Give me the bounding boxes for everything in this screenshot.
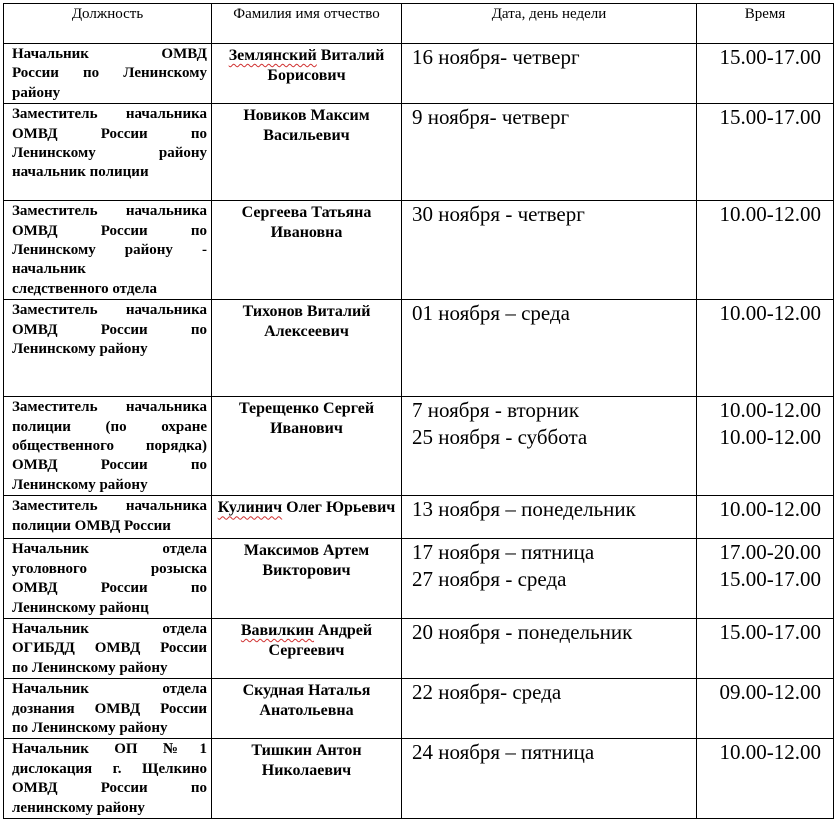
date-entry: 9 ноября- четверг [412,105,570,130]
position-line: Заместитель начальника [12,106,207,123]
time-entry: 10.00-12.00 [719,301,821,326]
given-names: Андрей Сергеевич [268,621,373,659]
position-line: ОМВД России по [12,222,207,239]
position-line: начальник полиции [12,164,149,181]
position-cell [4,618,212,678]
surname: Тишкин [251,742,312,760]
header-position: Должность [4,4,212,44]
surname: Скудная [242,682,305,700]
position-line: району [12,84,61,101]
position-line: Заместитель начальника [12,302,207,319]
time-cell [697,539,834,619]
time-entry: 10.00-12.00 [719,398,821,423]
surname: Терещенко [238,400,319,418]
surname: Тихонов [242,303,303,321]
position-line: Заместитель начальника [12,203,207,220]
time-cell [697,496,834,539]
table-row [4,496,834,539]
position-line: ОМВД России по [12,321,207,338]
date-entry: 24 ноября – пятница [412,740,595,765]
name-cell [212,300,402,397]
surname: Землянский [228,47,317,64]
position-line: полиции ОМВД России [12,517,171,534]
date-entry: 17 ноября – пятница [412,540,595,565]
position-line: дознания ОМВД России [12,700,207,717]
surname: Максимов [243,542,320,560]
name-cell [212,496,402,539]
given-names: Олег Юрьевич [286,499,396,517]
time-entry: 09.00-12.00 [719,680,821,705]
table-row [4,300,834,397]
surname: Кулинич [217,499,283,517]
time-entry: 10.00-12.00 [719,740,821,765]
table-row [4,679,834,739]
position-line: Ленинскому району [12,476,148,493]
position-line: начальник [12,261,86,278]
time-entry: 15.00-17.00 [719,619,821,644]
date-cell [402,300,697,397]
position-cell [4,496,212,539]
date-entry: 20 ноября - понедельник [412,619,633,644]
name-cell [212,679,402,739]
given-names: Татьяна Ивановна [270,204,372,242]
time-cell [697,201,834,300]
surname: Сергеева [241,204,308,222]
time-cell [697,679,834,739]
position-line: ОМВД России по [12,580,207,597]
header-time: Время [697,4,834,44]
position-line: Ленинскому району [12,145,207,162]
position-line: Начальник ОП №1 [12,741,207,758]
date-entry: 01 ноября – среда [412,301,570,326]
given-names: Антон Николаевич [261,742,362,780]
given-names: Максим Васильевич [263,107,370,145]
date-cell [402,397,697,496]
position-cell [4,679,212,739]
table-row [4,397,834,496]
table-row [4,201,834,300]
time-cell [697,44,834,104]
position-line: Ленинскому району [12,341,148,358]
position-line: Заместитель начальника [12,399,207,416]
table-row [4,618,834,678]
date-cell [402,679,697,739]
position-line: ОМВД России по [12,457,207,474]
reception-schedule-table [3,3,834,819]
position-line: Ленинскому району - [12,242,207,259]
position-line: ленинскому району [12,799,145,816]
date-entry: 25 ноября - суббота [412,425,588,450]
date-cell [402,539,697,619]
position-cell [4,104,212,201]
date-cell [402,618,697,678]
date-cell [402,104,697,201]
position-cell [4,300,212,397]
given-names: Артем Викторович [262,542,370,580]
position-line: Ленинскому районц [12,599,149,616]
date-cell [402,44,697,104]
date-entry: 30 ноября - четверг [412,202,585,227]
date-entry: 7 ноября - вторник [412,398,580,423]
position-line: следственного отдела [12,280,158,297]
header-row [4,4,834,44]
given-names: Сергей Иванович [270,400,375,438]
position-cell [4,397,212,496]
position-line: полиции (по охране [12,418,207,435]
time-entry: 10.00-12.00 [719,202,821,227]
position-line: Начальник отдела [12,541,207,558]
position-cell [4,201,212,300]
position-line: общественного порядка) [12,438,207,455]
date-cell [402,496,697,539]
position-line: Заместитель начальника [12,498,207,515]
surname: Новиков [243,107,307,125]
date-entry: 13 ноября – понедельник [412,497,636,522]
position-line: Начальник отдела [12,681,207,698]
name-cell [212,618,402,678]
time-entry: 10.00-12.00 [719,497,821,522]
position-line: Начальник отдела [12,620,207,637]
time-entry: 15.00-17.00 [719,567,821,592]
header-date: Дата, день недели [402,4,697,44]
date-entry: 16 ноября- четверг [412,45,580,69]
given-names: Виталий Борисович [267,47,385,84]
position-line: дислокация г. Щелкино [12,760,207,777]
position-line: ОМВД России по [12,780,207,797]
time-entry: 15.00-17.00 [719,105,821,130]
time-cell [697,397,834,496]
position-line: России по Ленинскому [12,65,207,82]
position-cell [4,539,212,619]
name-cell [212,104,402,201]
date-cell [402,201,697,300]
position-line: по Ленинскому району [12,659,168,676]
time-entry: 10.00-12.00 [719,425,821,450]
surname: Вавилкин [240,621,315,639]
date-entry: 22 ноября- среда [412,680,562,705]
given-names: Наталья Анатольевна [259,682,371,720]
time-cell [697,104,834,201]
position-line: Начальник ОМВД [12,46,207,62]
time-cell [697,300,834,397]
position-cell [4,44,212,104]
time-entry: 17.00-20.00 [719,540,821,565]
given-names: Виталий Алексеевич [264,303,371,341]
name-cell [212,201,402,300]
table-row [4,44,834,104]
time-cell [697,618,834,678]
position-line: по Ленинскому району [12,719,168,736]
position-line: уголовного розыска [12,560,207,577]
time-entry: 15.00-17.00 [719,45,821,69]
table-row [4,539,834,619]
header-name: Фамилия имя отчество [212,4,402,44]
position-line: ОГИБДД ОМВД России [12,640,207,657]
name-cell [212,44,402,104]
table-row [4,104,834,201]
date-entry: 27 ноября - среда [412,567,567,592]
name-cell [212,397,402,496]
position-line: ОМВД России по [12,125,207,142]
name-cell [212,539,402,619]
